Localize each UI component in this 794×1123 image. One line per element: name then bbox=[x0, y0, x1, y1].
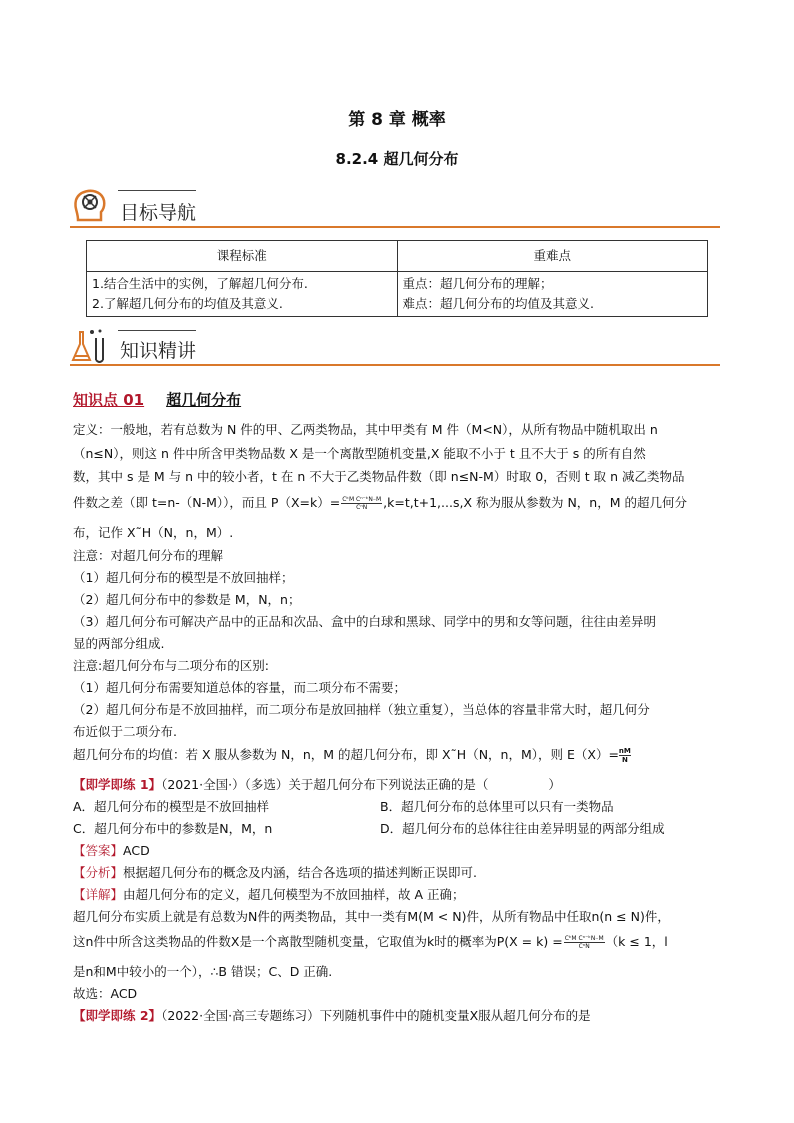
detail-text: 这n件中所含这类物品的件数X是一个离散型随机变量，它取值为k时的概率为P(X = k) = bbox=[73, 934, 563, 949]
fraction-numerator: CᵏM Cⁿ⁻ᵏN₋M bbox=[564, 935, 604, 942]
mean-line bbox=[73, 745, 631, 764]
note-item: （1）超几何分布需要知道总体的容量，而二项分布不需要； bbox=[73, 680, 406, 695]
section1-label: 目标导航 bbox=[120, 202, 197, 224]
fraction-denominator: CⁿN bbox=[356, 504, 368, 511]
chapter-title: 第 8 章 概率 bbox=[348, 110, 446, 130]
detail-line: 是n和M中较小的一个），∴B 错误；C、D 正确. bbox=[73, 964, 333, 979]
note-item: 显的两部分组成. bbox=[73, 636, 165, 651]
fraction-numerator: nM bbox=[618, 747, 631, 755]
exercise-label: 【即学即练 1】 bbox=[73, 777, 162, 792]
table-header-key-points: 重难点 bbox=[397, 241, 708, 272]
knowledge-point-title: 超几何分布 bbox=[166, 391, 242, 409]
analysis-line bbox=[73, 863, 477, 881]
analysis-text: 根据超几何分布的概念及内涵，结合各选项的描述判断正误即可. bbox=[123, 865, 477, 880]
mean-text: 超几何分布的均值：若 X 服从参数为 N，n，M 的超几何分布，即 X˜H（N，n，M），则 E（X）= bbox=[73, 747, 619, 762]
fraction-denominator: CⁿN bbox=[578, 943, 590, 950]
note-title: 注意：对超几何分布的理解 bbox=[73, 548, 224, 563]
option-b: B．超几何分布的总体里可以只有一类物品 bbox=[380, 799, 614, 814]
knowledge-point-number: 知识点 01 bbox=[73, 391, 145, 409]
brain-gear-icon bbox=[70, 186, 110, 226]
definition-line: （n≤N），则这 n 件中所含甲类物品数 X 是一个离散型随机变量,X 能取不小于 t 且不大于 s 的所有自然 bbox=[73, 446, 646, 461]
detail-formula-line bbox=[73, 932, 668, 950]
exercise-source: （2021·全国·）（多选）关于超几何分布下列说法正确的是（ bbox=[161, 777, 489, 792]
section1-top-rule bbox=[118, 190, 196, 191]
probability-fraction bbox=[341, 496, 382, 511]
note-title: 注意:超几何分布与二项分布的区别: bbox=[73, 658, 269, 673]
lab-flask-icon bbox=[70, 326, 110, 366]
note-item: （2）超几何分布是不放回抽样，而二项分布是放回抽样（独立重复），当总体的容量非常大时，超几何分 bbox=[73, 702, 650, 717]
table-row bbox=[87, 272, 708, 317]
detail-line bbox=[73, 885, 465, 903]
exercise-close-paren: ） bbox=[548, 777, 561, 792]
detail-line: 超几何分布实质上就是有总数为N件的两类物品，其中一类有M(M < N)件，从所有物品中任取n(n ≤ N)件， bbox=[73, 909, 670, 924]
section2-top-rule bbox=[118, 330, 196, 331]
detail-text: 由超几何分布的定义，超几何模型为不放回抽样，故 A 正确； bbox=[123, 887, 465, 902]
option-d: D．超几何分布的总体往往由差异明显的两部分组成 bbox=[380, 821, 665, 836]
exercise1-question bbox=[73, 775, 561, 793]
answer-line bbox=[73, 841, 150, 859]
definition-formula-line bbox=[73, 493, 687, 511]
detail-text: （k ≤ 1，l bbox=[605, 934, 668, 949]
definition-text: ,k=t,t+1,...s,X 称为服从参数为 N，n，M 的超几何分 bbox=[383, 495, 687, 510]
answer-value: ACD bbox=[123, 843, 150, 858]
section1-bottom-rule bbox=[70, 226, 720, 228]
definition-text: 件数之差（即 t=n-（N-M）），而且 P（X=k）= bbox=[73, 495, 341, 510]
note-item: （3）超几何分布可解决产品中的正品和次品、盒中的白球和黑球、同学中的男和女等问题，往往由差异明 bbox=[73, 614, 656, 629]
standard-line: 2.了解超几何分布的均值及其意义. bbox=[92, 296, 283, 311]
note-item: 布近似于二项分布. bbox=[73, 724, 177, 739]
analysis-label: 【分析】 bbox=[73, 865, 124, 880]
answer-label: 【答案】 bbox=[73, 843, 124, 858]
detail-label: 【详解】 bbox=[73, 887, 124, 902]
exercise-text: （2022·全国·高三专题练习）下列随机事件中的随机变量X服从超几何分布的是 bbox=[161, 1008, 591, 1023]
knowledge-point-heading bbox=[73, 389, 241, 410]
section2-label: 知识精讲 bbox=[120, 340, 197, 362]
difficulty-line: 难点：超几何分布的均值及其意义. bbox=[402, 296, 594, 311]
option-a: A．超几何分布的模型是不放回抽样 bbox=[73, 799, 270, 814]
table-cell-key-points bbox=[397, 272, 708, 317]
mean-fraction bbox=[619, 747, 631, 764]
standard-line: 1.结合生活中的实例，了解超几何分布. bbox=[92, 276, 308, 291]
exercise2-question bbox=[73, 1006, 591, 1024]
definition-line: 数，其中 s 是 M 与 n 中的较小者，t 在 n 不大于乙类物品件数（即 n≤N-M）时取 0，否则 t 取 n 减乙类物品 bbox=[73, 469, 685, 484]
conclusion-line: 故选：ACD bbox=[73, 986, 138, 1001]
fraction-numerator: CᵏM Cⁿ⁻ᵏN₋M bbox=[342, 496, 382, 503]
section2-bottom-rule bbox=[70, 364, 720, 366]
probability-fraction bbox=[564, 935, 605, 950]
key-point-line: 重点：超几何分布的理解； bbox=[402, 276, 553, 291]
table-cell-standards bbox=[87, 272, 398, 317]
note-item: （2）超几何分布中的参数是 M，N，n； bbox=[73, 592, 301, 607]
fraction-denominator: N bbox=[621, 756, 628, 764]
table-header-standard: 课程标准 bbox=[87, 241, 398, 272]
note-item: （1）超几何分布的模型是不放回抽样； bbox=[73, 570, 294, 585]
option-c: C．超几何分布中的参数是N，M，n bbox=[73, 821, 273, 836]
definition-line: 布，记作 X˜H（N，n，M）. bbox=[73, 525, 234, 540]
exercise-label: 【即学即练 2】 bbox=[73, 1008, 162, 1023]
standards-table bbox=[86, 240, 708, 317]
table-header-row bbox=[87, 241, 708, 272]
section-title: 8.2.4 超几何分布 bbox=[335, 150, 459, 168]
definition-line: 定义：一般地，若有总数为 N 件的甲、乙两类物品，其中甲类有 M 件（M<N），从所有物品中随机取出 n bbox=[73, 422, 658, 437]
